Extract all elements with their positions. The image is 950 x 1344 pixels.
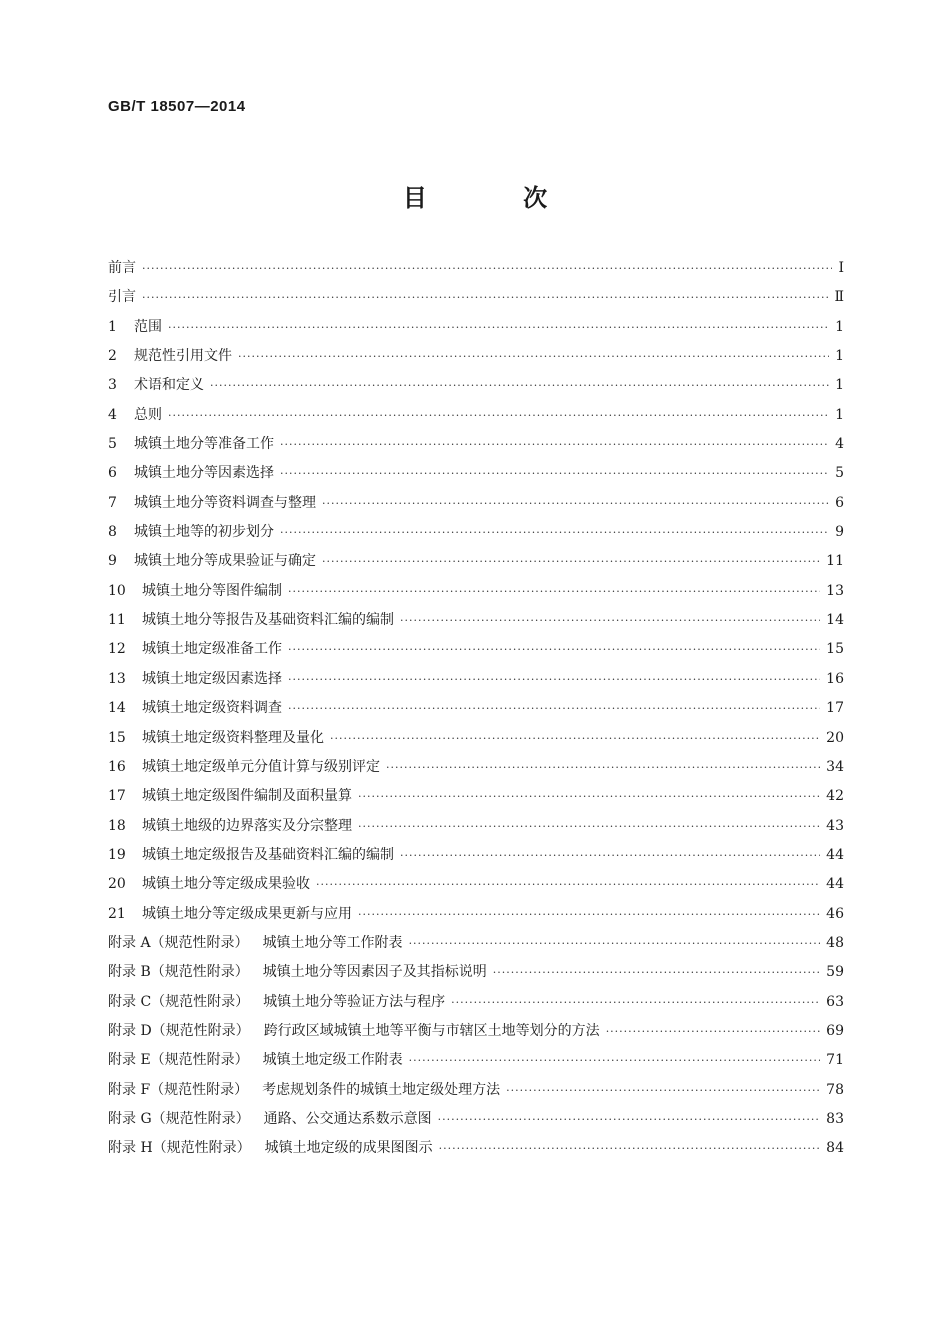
toc-entry-label (108, 697, 282, 717)
toc-dot-leader (142, 291, 828, 304)
toc-entry-label (108, 404, 162, 424)
toc-entry[interactable] (108, 404, 844, 433)
toc-entry-title: 城镇土地级的边界落实及分宗整理 (142, 817, 352, 834)
toc-entry[interactable] (108, 345, 844, 374)
toc-entry-label (108, 785, 352, 805)
toc-entry-title: 跨行政区域城镇土地等平衡与市辖区土地等划分的方法 (263, 1022, 600, 1039)
toc-entry-label (108, 727, 324, 747)
toc-dot-leader (238, 350, 829, 363)
toc-entry-number: 18 (108, 817, 126, 834)
toc-entry-title: 引言 (108, 289, 136, 306)
toc-entry-page: 15 (826, 641, 844, 658)
toc-entry[interactable] (108, 609, 844, 638)
toc-dot-leader (400, 614, 820, 627)
toc-entry-label (108, 609, 394, 629)
toc-dot-leader (506, 1084, 820, 1097)
toc-entry-number: 17 (108, 788, 126, 805)
toc-entry[interactable] (108, 1079, 844, 1108)
toc-entry-page: 20 (826, 729, 844, 746)
toc-entry-title: 城镇土地定级准备工作 (142, 641, 282, 658)
toc-entry[interactable] (108, 492, 844, 521)
toc-dot-leader (322, 497, 829, 510)
toc-entry-title: 城镇土地等的初步划分 (134, 524, 274, 541)
toc-entry-title: 考虑规划条件的城镇土地定级处理方法 (262, 1081, 501, 1098)
toc-entry[interactable] (108, 844, 844, 873)
toc-entry-label (108, 257, 136, 277)
toc-entry-title: 前言 (108, 260, 136, 276)
toc-entry-page: 6 (835, 494, 844, 511)
toc-dot-leader (358, 908, 820, 921)
toc-entry-number: 13 (108, 670, 126, 687)
toc-entry-number: 16 (108, 758, 126, 775)
toc-entry-number: 附录 G（规范性附录） (108, 1110, 250, 1127)
toc-dot-leader (451, 996, 820, 1009)
toc-entry-number: 附录 A（规范性附录） (108, 934, 249, 951)
toc-entry[interactable] (108, 903, 844, 932)
toc-entry[interactable] (108, 932, 844, 961)
toc-entry[interactable] (108, 433, 844, 462)
toc-entry-title: 城镇土地定级资料整理及量化 (142, 729, 324, 746)
toc-dot-leader (210, 379, 829, 392)
toc-entry-page: Ⅰ (838, 260, 844, 276)
toc-entry[interactable] (108, 286, 844, 315)
toc-entry-number: 14 (108, 700, 126, 717)
toc-entry-title: 规范性引用文件 (134, 348, 232, 365)
toc-dot-leader (358, 820, 820, 833)
toc-entry-label (108, 1137, 433, 1157)
toc-entry-number: 8 (108, 524, 117, 541)
toc-entry-number: 15 (108, 729, 126, 746)
toc-entry-label (108, 932, 403, 952)
toc-entry-page: 1 (835, 377, 844, 394)
toc-entry-label (108, 1108, 432, 1128)
toc-entry-page: 42 (826, 788, 844, 805)
toc-entry[interactable] (108, 550, 844, 579)
toc-dot-leader (280, 467, 829, 480)
toc-entry-label (108, 991, 445, 1011)
toc-entry-page: 59 (826, 964, 844, 981)
toc-entry-page: 5 (835, 465, 844, 482)
toc-entry-label (108, 580, 282, 600)
toc-entry-title: 城镇土地定级图件编制及面积量算 (142, 788, 352, 805)
toc-entry-label (108, 815, 352, 835)
table-of-contents (108, 257, 844, 1167)
toc-dot-leader (493, 966, 820, 979)
toc-entry[interactable] (108, 697, 844, 726)
toc-dot-leader (280, 438, 829, 451)
toc-entry-title: 总则 (134, 406, 162, 423)
toc-entry[interactable] (108, 638, 844, 667)
toc-entry-title: 术语和定义 (134, 377, 204, 394)
toc-entry-number: 1 (108, 318, 117, 335)
toc-entry-title: 城镇土地定级报告及基础资料汇编的编制 (142, 846, 394, 863)
toc-entry-title: 城镇土地分等成果验证与确定 (134, 553, 316, 570)
toc-entry-label (108, 1049, 403, 1069)
toc-entry-page: 34 (826, 758, 844, 775)
toc-entry-number: 21 (108, 905, 126, 922)
toc-dot-leader (168, 409, 829, 422)
toc-entry-page: 44 (826, 876, 844, 893)
toc-entry-label (108, 1079, 500, 1099)
toc-entry-label (108, 345, 232, 365)
toc-entry-page: 48 (826, 934, 844, 951)
toc-entry[interactable] (108, 727, 844, 756)
toc-dot-leader (322, 555, 820, 568)
toc-entry-number: 12 (108, 641, 126, 658)
toc-entry-label (108, 961, 487, 981)
toc-entry[interactable] (108, 462, 844, 491)
toc-dot-leader (606, 1025, 820, 1038)
toc-dot-leader (288, 702, 820, 715)
toc-entry-page: 1 (835, 318, 844, 335)
toc-entry-title: 城镇土地定级工作附表 (262, 1052, 403, 1069)
toc-entry[interactable] (108, 873, 844, 902)
toc-entry-number: 11 (108, 612, 126, 629)
toc-entry[interactable] (108, 521, 844, 550)
toc-entry-title: 城镇土地分等因素选择 (134, 465, 274, 482)
toc-entry-label (108, 1020, 600, 1040)
toc-entry[interactable] (108, 580, 844, 609)
toc-entry-number: 10 (108, 582, 126, 599)
toc-entry-page: 44 (826, 846, 844, 863)
toc-dot-leader (386, 761, 820, 774)
toc-dot-leader (288, 585, 820, 598)
toc-dot-leader (288, 643, 820, 656)
toc-entry-page: 83 (826, 1110, 844, 1127)
toc-entry-label (108, 462, 274, 482)
toc-entry-number: 附录 D（规范性附录） (108, 1022, 250, 1039)
toc-entry-title: 城镇土地分等定级成果更新与应用 (142, 905, 352, 922)
toc-entry-title: 城镇土地定级的成果图图示 (264, 1140, 433, 1157)
toc-dot-leader (409, 937, 821, 950)
toc-entry[interactable] (108, 991, 844, 1020)
toc-entry-title: 城镇土地分等工作附表 (262, 934, 403, 951)
toc-entry-title: 城镇土地定级资料调查 (142, 700, 282, 717)
toc-dot-leader (168, 321, 829, 334)
toc-entry-label (108, 638, 282, 658)
toc-entry-title: 城镇土地定级单元分值计算与级别评定 (142, 758, 380, 775)
toc-entry-page: 11 (826, 553, 844, 570)
toc-entry-page: 16 (826, 670, 844, 687)
toc-entry-label (108, 492, 316, 512)
toc-entry-label (108, 521, 274, 541)
toc-entry-number: 附录 C（规范性附录） (108, 993, 250, 1010)
toc-entry-number: 3 (108, 377, 117, 394)
toc-entry[interactable] (108, 1049, 844, 1078)
toc-entry-page: 84 (826, 1140, 844, 1157)
toc-entry-number: 9 (108, 553, 117, 570)
toc-entry-page: 71 (826, 1052, 844, 1069)
toc-entry-title: 城镇土地分等准备工作 (134, 436, 274, 453)
toc-entry-page: Ⅱ (834, 289, 844, 306)
standard-code: GB/T 18507—2014 (108, 98, 246, 115)
toc-entry-label (108, 550, 316, 570)
toc-dot-leader (400, 849, 820, 862)
toc-entry-page: 78 (826, 1081, 844, 1098)
toc-entry-number: 5 (108, 436, 117, 453)
toc-entry-number: 7 (108, 494, 117, 511)
toc-entry-page: 13 (826, 582, 844, 599)
toc-entry-title: 城镇土地分等验证方法与程序 (263, 993, 446, 1010)
toc-entry-page: 63 (826, 993, 844, 1010)
toc-entry-label (108, 903, 352, 923)
toc-entry-title: 通路、公交通达系数示意图 (263, 1110, 432, 1127)
toc-entry-title: 城镇土地定级因素选择 (142, 670, 282, 687)
toc-entry-page: 1 (835, 348, 844, 365)
toc-entry[interactable] (108, 1108, 844, 1137)
toc-entry-title: 范围 (134, 318, 162, 335)
toc-entry-label (108, 844, 394, 864)
toc-entry-title: 城镇土地分等报告及基础资料汇编的编制 (142, 612, 394, 629)
toc-entry-label (108, 668, 282, 688)
toc-entry-number: 附录 E（规范性附录） (108, 1052, 249, 1069)
toc-entry[interactable] (108, 257, 844, 286)
toc-entry-number: 附录 B（规范性附录） (108, 964, 249, 981)
toc-entry[interactable] (108, 1137, 844, 1166)
toc-entry[interactable] (108, 1020, 844, 1049)
toc-entry-page: 17 (826, 700, 844, 717)
toc-entry-page: 46 (826, 905, 844, 922)
toc-dot-leader (439, 1142, 821, 1155)
toc-entry-number: 2 (108, 348, 117, 365)
toc-title: 目 次 (402, 183, 592, 212)
toc-entry-number: 20 (108, 876, 126, 893)
toc-entry-number: 附录 H（规范性附录） (108, 1140, 251, 1157)
toc-dot-leader (142, 262, 832, 275)
toc-entry-label (108, 433, 274, 453)
toc-entry-label (108, 316, 162, 336)
toc-dot-leader (438, 1113, 821, 1126)
toc-entry-number: 19 (108, 846, 126, 863)
toc-entry-label (108, 756, 380, 776)
toc-entry-page: 1 (835, 406, 844, 423)
toc-entry-label (108, 286, 136, 306)
toc-dot-leader (316, 878, 820, 891)
toc-entry-page: 69 (826, 1022, 844, 1039)
toc-entry[interactable] (108, 815, 844, 844)
toc-dot-leader (280, 526, 829, 539)
toc-entry-label (108, 374, 204, 394)
toc-entry-page: 9 (835, 524, 844, 541)
toc-entry[interactable] (108, 668, 844, 697)
toc-entry[interactable] (108, 316, 844, 345)
toc-dot-leader (330, 732, 820, 745)
toc-entry-number: 附录 F（规范性附录） (108, 1081, 249, 1098)
toc-entry-title: 城镇土地分等图件编制 (142, 582, 282, 599)
toc-entry-label (108, 873, 310, 893)
toc-entry-number: 4 (108, 406, 117, 423)
toc-entry[interactable] (108, 756, 844, 785)
toc-entry[interactable] (108, 961, 844, 990)
toc-dot-leader (409, 1054, 821, 1067)
toc-entry-title: 城镇土地分等定级成果验收 (142, 876, 310, 893)
toc-entry-number: 6 (108, 465, 117, 482)
toc-entry-page: 43 (826, 817, 844, 834)
toc-dot-leader (288, 673, 820, 686)
toc-entry-page: 14 (826, 612, 844, 629)
toc-entry-page: 4 (835, 436, 844, 453)
toc-entry[interactable] (108, 785, 844, 814)
toc-dot-leader (358, 790, 820, 803)
toc-entry-title: 城镇土地分等资料调查与整理 (134, 494, 316, 511)
toc-entry-title: 城镇土地分等因素因子及其指标说明 (262, 964, 487, 981)
toc-entry[interactable] (108, 374, 844, 403)
